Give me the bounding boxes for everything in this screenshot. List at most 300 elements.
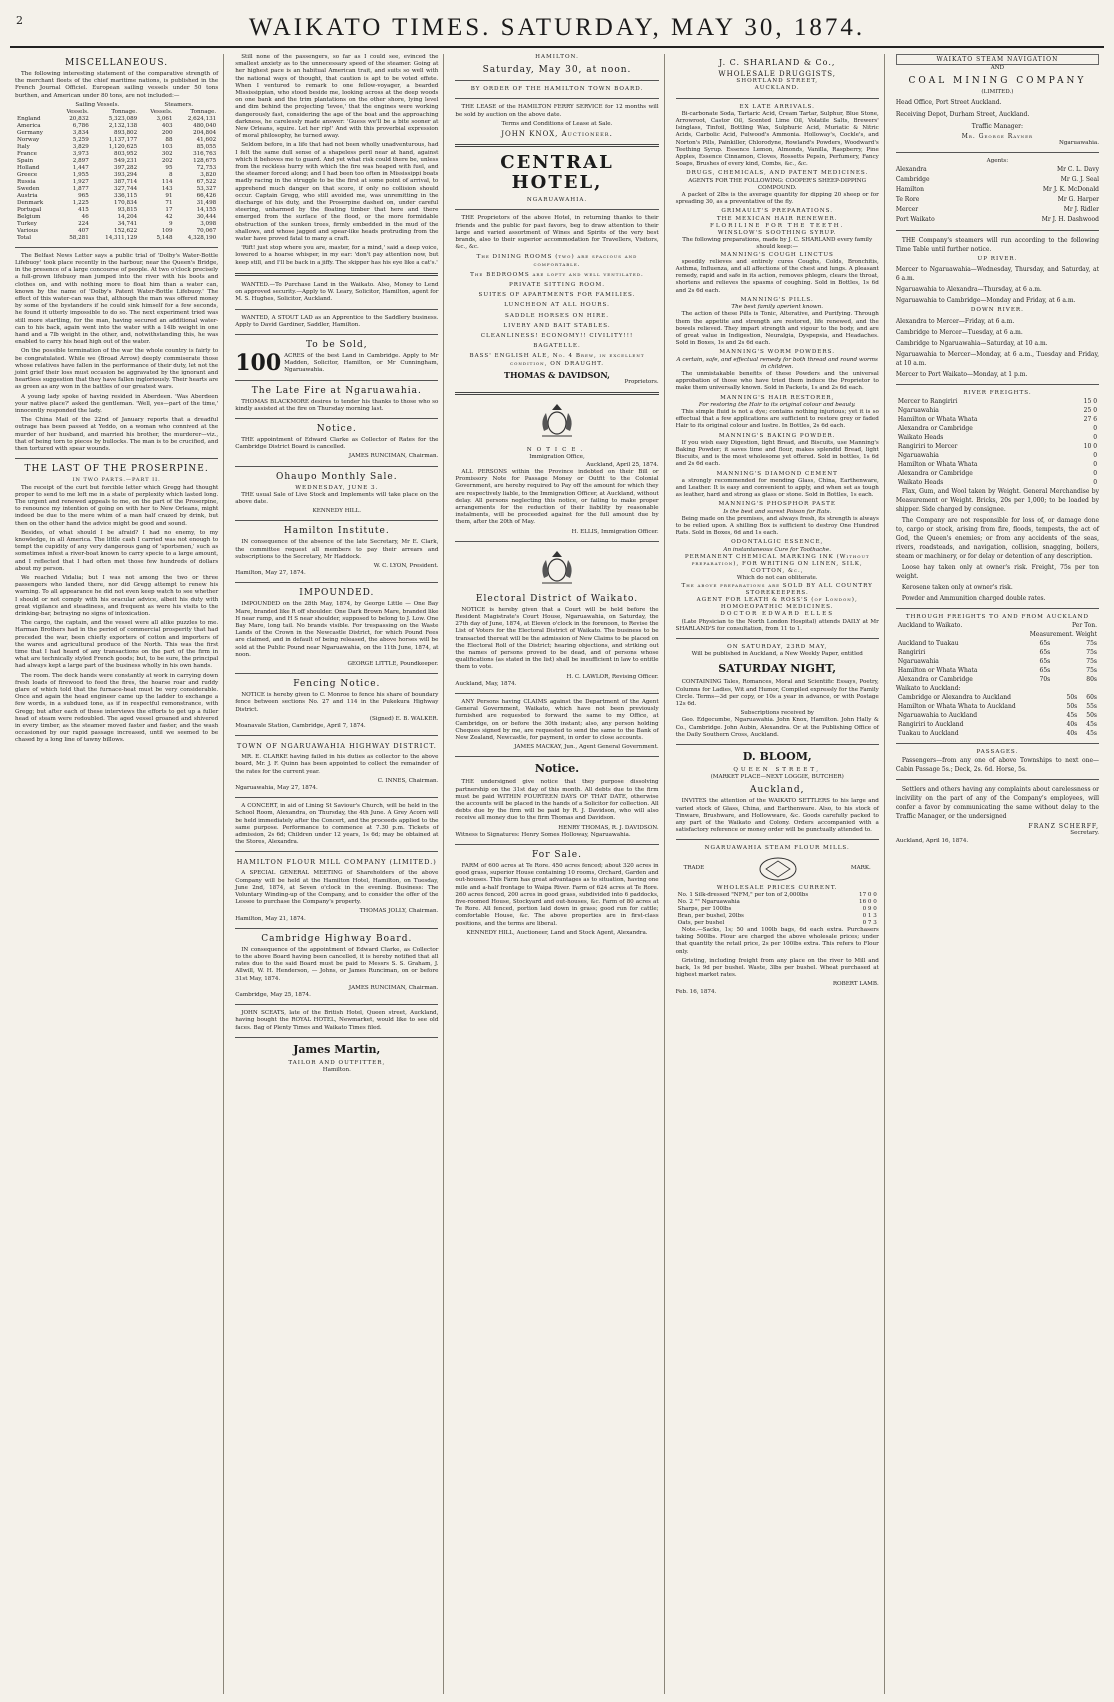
claims-signature: JAMES MACKAY, Jun., Agent General Government. xyxy=(514,744,659,751)
divider xyxy=(235,582,438,583)
mark-label: MARK. xyxy=(850,865,871,872)
table-body xyxy=(896,693,1099,738)
table-cell: America xyxy=(17,122,41,129)
table-cell: Germany xyxy=(17,129,43,136)
agent-town: Port Waikato xyxy=(895,216,935,224)
table-cell: Ngaruawahia xyxy=(897,658,939,666)
table-cell: 17 0 0 xyxy=(859,891,877,898)
table-row xyxy=(896,702,1099,711)
table-row xyxy=(15,207,218,214)
fencing-place: Moanavale Station, Cambridge, April 7, 1874. xyxy=(235,723,366,729)
institute-signature: W. C. LYON, President. xyxy=(373,562,439,569)
odontalgic-tagline: An instantaneous Cure for Toothache. xyxy=(723,546,831,553)
table-cell: 327,744 xyxy=(114,185,138,192)
table-cell: 66,426 xyxy=(196,192,217,199)
divider xyxy=(676,638,879,639)
table-header-cell xyxy=(15,102,55,109)
table-row xyxy=(896,666,1099,675)
divider xyxy=(896,230,1099,231)
auction-place: HAMILTON. xyxy=(535,54,579,60)
hair-heading: MANNING'S HAIR RESTORER, xyxy=(720,394,835,401)
table-cell: 53,327 xyxy=(196,185,217,192)
bloom-city: Auckland, xyxy=(749,785,805,796)
table-cell: 0 xyxy=(1093,424,1098,432)
table-cell: Bran, per bushel, 20lbs xyxy=(677,912,744,919)
table-cell: 3,829 xyxy=(72,143,89,150)
table-row xyxy=(896,675,1099,684)
down-river-list xyxy=(896,317,1099,379)
prepared-intro: The following preparations, made by J. C. SHARLAND every family should keep:— xyxy=(682,237,873,251)
grist-signature: ROBERT LAMB. xyxy=(832,981,879,988)
secretary-date: Auckland, April 16, 1874. xyxy=(895,837,969,844)
table-cell: 202 xyxy=(161,157,173,164)
article-paragraph: A young lady spoke of having resided in Aberdeen. 'Was Aberdeen your native place?' asked the gentleman. 'Well, yes—part of the time,' innocently responded the lady. xyxy=(15,393,219,415)
auctioneer: JOHN KNOX, Auctioneer. xyxy=(501,130,613,139)
table-cell: 3,098 xyxy=(200,220,217,227)
table-cell: 415 xyxy=(78,206,89,213)
table-cell: 9 xyxy=(168,220,173,227)
table-row xyxy=(896,693,1099,702)
immigration-date: Auckland, April 25, 1874. xyxy=(586,461,659,468)
hotel-feature: SUITES OF APARTMENTS FOR FAMILIES. xyxy=(478,292,636,299)
table-row xyxy=(896,406,1099,415)
town-signature: C. INNES, Chairman. xyxy=(377,777,439,784)
divider xyxy=(676,744,879,745)
table-row xyxy=(676,920,879,927)
immigration-body: ALL PERSONS within the Province indebted on their Bill or Promissory Note for Passage Money or Outfit to the Colonial Government, are hereby required to Pay off the amount for which they are respectively liable, to the Immigration Officer, at Auckland, without delay. All persons neglecting this notice, or failing to make proper arrangements for the reduction of their liability by reasonable instalments, will be proceeded against for the full amount due by them, after the 20th of May. xyxy=(455,468,659,526)
agent-name: Mr C. L. Davy xyxy=(1056,166,1100,174)
table-cell: Alexandra or Cambridge xyxy=(897,676,973,684)
table-cell: 75s xyxy=(1086,667,1098,675)
agents-list xyxy=(896,165,1099,225)
table-cell: 10 0 xyxy=(1083,442,1098,450)
table-cell: 200 xyxy=(161,129,173,136)
table-header-cell: Vessels. xyxy=(66,108,89,115)
table-cell: 91 xyxy=(165,192,173,199)
agent-town: Hamilton xyxy=(895,186,925,194)
table-cell: 31,498 xyxy=(196,199,217,206)
table-cell: Total xyxy=(17,234,32,241)
agent-row xyxy=(896,175,1099,185)
divider xyxy=(235,1004,438,1005)
story-paragraph: Still none of the passengers, so far as I could see, evinced the smallest anxiety as to the unnecessary speed of the steamer. Going at her highest pace is an habitual American trait, and suits so well with the national ways of thought, that caution is apt to be voted effete. When I ventured to remark to one fellow-voyager, a bearded Mississippian, who stood beside me, looking across at the deep woods on one bank and the trim plantations on the other shore, lying level and dim behind the projecting 'levee,' that the engines were working dangerously fast, considering the age of the boat and the approaching darkness, he carelessly made answer: 'Guess we'll be a bite sooner at New Orleans, squire. Let her rip!' And with this proverbial expression of moral philosophy, he turned away. xyxy=(235,54,439,140)
pills-heading: MANNING'S PILLS. xyxy=(740,296,814,303)
electoral-signature: H. C. LAWLOR, Revising Officer. xyxy=(566,673,659,680)
timetable-line: Mercer to Port Waikato—Monday, at 1 p.m. xyxy=(895,370,1028,378)
traffic-manager-place: Ngaruawahia. xyxy=(1058,139,1100,146)
table-row xyxy=(896,469,1099,478)
doctor-body: (Late Physician to the North London Hospital) attends DAILY at Mr SHARLAND'S for consultation, from 11 to 1. xyxy=(675,618,879,632)
saturday-night-date: ON SATURDAY, 23RD MAY, xyxy=(727,644,828,651)
table-cell: Turkey xyxy=(17,220,37,227)
table-cell: 3,820 xyxy=(200,171,217,178)
table-subheader-row xyxy=(15,109,218,116)
notice-body: THE appointment of Edward Clarke as Collector of Rates for the Cambridge District Board is cancelled. xyxy=(235,436,439,451)
arrivals-body: Bi-carbonate Soda, Tartaric Acid, Cream Tartar, Sulphur, Blue Stone, Arrowroot, Castor Oil, Scented Lime Oil, Volatile Salts, Brewers' Isinglass, Tinfoil, Bottling Wax, Sulphuric Acid, Muriatic & Nitric Acids, Carbolic Acid, Fulwood's Ammonia. Holloway's, Cockle's, and Norton's Pills, Painkiller, Chlorodyne, Rowland's Powders, Woodward's Teething Syrup. Essence Lemon, Almonds, Vanilla, Raspberry, Pine Apples, Essence Cinnamon, Cloves, Rossetts Pepsin, Perfumery, Fancy Soaps, Brushes of every kind, Combs, &c., &c. xyxy=(675,110,879,168)
table-cell: No. 2 "" Ngaruawahia xyxy=(677,898,740,905)
table-cell: 46 xyxy=(81,213,89,220)
page-title: WAIKATO TIMES. SATURDAY, MAY 30, 1874. xyxy=(248,14,866,41)
hotel-feature: PRIVATE SITTING ROOM. xyxy=(508,282,606,289)
table-cell: 50s xyxy=(1066,694,1078,702)
dissolution-heading: Notice. xyxy=(534,762,580,776)
firm-subtitle: WHOLESALE DRUGGISTS, xyxy=(718,70,837,78)
freights-table xyxy=(896,397,1099,487)
table-cell: 75s xyxy=(1086,640,1098,648)
table-cell: 50s xyxy=(1066,703,1078,711)
notice-heading: Notice. xyxy=(316,423,357,434)
table-cell: Denmark xyxy=(17,199,44,206)
table-cell: 1,955 xyxy=(72,171,89,178)
table-total-row xyxy=(15,235,218,242)
column-1 xyxy=(10,54,224,1694)
trade-mark-icon xyxy=(758,856,798,882)
divider xyxy=(896,152,1099,153)
table-row xyxy=(15,228,218,235)
dissolution-witness: Witness to Signatures: Henry Somes Holloway, Ngaruawahia. xyxy=(455,831,631,838)
timetable-line: Mercer to Ngaruawahia—Wednesday, Thursday, and Saturday, at 6 a.m. xyxy=(895,266,1100,283)
table-cell: 1,137,177 xyxy=(108,136,138,143)
cough-heading: MANNING'S COUGH LINCTUS xyxy=(720,251,834,258)
hotel-feature: BASS' ENGLISH ALE, No. 4 Brew, in excellent condition, ON DRAUGHT. xyxy=(469,353,645,367)
column-3 xyxy=(450,54,664,1694)
table-cell: 1,225 xyxy=(72,199,89,206)
table-row xyxy=(896,648,1099,657)
table-cell: 2,624,131 xyxy=(187,115,217,122)
phosphor-body: Being made on the premises, and always fresh, its strength is always to be relied upon. A shilling Box is sufficient to destroy One Hundred Rats. Sold in Boxes, 6d and 1s each. xyxy=(675,515,879,537)
hotel-feature: LIVERY AND BAIT STABLES. xyxy=(503,322,611,329)
table-cell: 403 xyxy=(161,122,173,129)
table-header-cell: Tonnage. xyxy=(190,108,217,115)
institute-body: IN consequence of the absence of the late Secretary, Mr E. Clark, the committee request all members to pay their arrears and subscriptions to the Secretary, Mr Haddock. xyxy=(235,539,439,560)
table-row xyxy=(896,657,1099,666)
diamond-heading: MANNING'S DIAMOND CEMENT xyxy=(716,470,838,477)
sold-all: The above preparations are SOLD BY ALL COUNTRY STOREKEEPERS. xyxy=(681,582,873,596)
table-cell: Italy xyxy=(17,143,30,150)
table-cell: Alexandra or Cambridge xyxy=(897,424,973,432)
firm-city: AUCKLAND. xyxy=(754,85,800,92)
table-cell: 549,231 xyxy=(114,157,138,164)
table-cell: 16 0 0 xyxy=(859,898,877,905)
secretary-title: Secretary. xyxy=(1070,830,1100,837)
prices-heading: WHOLESALE PRICES CURRENT. xyxy=(716,884,838,891)
fire-body: THOMAS BLACKMORE desires to tender his thanks to those who so kindly assisted at the fire on Thursday morning last. xyxy=(235,398,439,412)
divider xyxy=(235,1037,438,1038)
table-cell: 336,115 xyxy=(114,192,138,199)
table-cell: 965 xyxy=(78,192,89,199)
freight-note: Flax, Gum, and Wool taken by Weight. General Merchandise by Measurement or Weight. Bricks, 20s per 1,000; to be loaded by shipper. Side charged by consignee. xyxy=(895,487,1100,513)
table-body xyxy=(896,397,1099,487)
firm-address: SHORTLAND STREET, xyxy=(736,78,819,85)
table-cell: 5,323,089 xyxy=(108,115,138,122)
story-paragraph: We reached Vidalia; but I was not among the two or three passengers who landed there, nor did Gregg attempt to renew his warning. To all appearance he did not even keep watch to see whether I should or not comply with his oracular advice, albeit his duty with great vigilance and steadiness, and frequent as were his visits to the drinking-bar, betraying no signs of intoxication. xyxy=(15,574,219,617)
divider xyxy=(455,693,658,694)
table-row xyxy=(676,899,879,906)
table-cell: Rangiriri xyxy=(897,649,926,657)
baking-body: If you wish easy Digestion, light Bread, and Biscuits, use Manning's Baking Powder; it saves time and flour, makes splendid Bread, light Biscuits, and is the most wholesome yet offered. Sold in bottles, 1s 6d and 2s 6d each. xyxy=(675,439,879,468)
saturday-night-title: SATURDAY NIGHT, xyxy=(718,662,837,676)
article-paragraph: On the possible termination of the war the whole country is fairly to be congratulated. While we (Broad Arrow) deeply commiserate those whose relatives have fallen in the performance of their duty, let not the joint grief their loss must occasion be aggravated by the ignorant and heartless suggestion that they have fallen ingloriously. Their hearts are as green as any won in the battles of our greatest wars. xyxy=(15,348,219,391)
table-cell: 71 xyxy=(165,199,173,206)
column-2 xyxy=(230,54,444,1694)
table-row xyxy=(896,478,1099,487)
page-number: 2 xyxy=(16,14,23,27)
table-cell: Holland xyxy=(17,164,40,171)
timetable-intro: THE Company's steamers will run according to the following Time Table until further notice. xyxy=(895,237,1100,254)
sale-heading: Ohaupo Monthly Sale. xyxy=(275,471,398,482)
table-cell: 14,311,129 xyxy=(105,234,138,241)
table-cell: 88 xyxy=(165,136,173,143)
article-paragraph: The Belfast News Letter says a public trial of 'Dolby's Water-Bottle Lifebuoy' took place recently in the harbour, near the Queen's Bridge, in the presence of a large concourse of people. At two o'clock precisely a full-grown lifebuoy man jumped into the river with his boots and clothes on, and with nothing more to float him than a water can, known by the name of 'Dolby's Patent Water-Bottle Lifebuoy.' The effect of this water-can was that, although the man was offered money by some of the bystanders if he could sink himself for a few seconds, he found it utterly impossible to do so. The next experiment tried was still more startling, for the man, having secured an additional water-can to his back, again went into the water with a 14lb weight in one hand and a 7lb weight in the other, and, notwithstanding this, he was enabled to carry his head high out of the water. xyxy=(15,252,219,346)
town-heading: TOWN OF NGARUAWAHIA HIGHWAY DISTRICT. xyxy=(236,742,437,751)
highway-signature: JAMES RUNCIMAN, Chairman. xyxy=(348,984,439,991)
up-river-list xyxy=(896,265,1099,305)
divider xyxy=(15,247,218,248)
misc-intro: The following interesting statement of the comparative strength of the merchant fleets of the chief maritime nations, is published in the French Journal Officiel. European sailing vessels under 50 tons burthen, and American under 80 tons, are not included:— xyxy=(15,71,219,99)
table-cell: 65s xyxy=(1039,640,1051,648)
winslow: WINSLOW'S SOOTHING SYRUP. xyxy=(717,230,837,237)
divider xyxy=(896,608,1099,609)
table-cell: Ngaruawahia xyxy=(897,451,939,459)
table-header-cell: Per Ton. xyxy=(1072,622,1098,630)
divider xyxy=(455,209,658,210)
martin-subheading: TAILOR AND OUTFITTER, xyxy=(288,1059,386,1066)
ink-heading: PERMANENT CHEMICAL MARKING INK (Without preparation), FOR WRITING ON LINEN, SILK, COTTON, &c., xyxy=(684,553,870,575)
drugs-heading: DRUGS, CHEMICALS, AND PATENT MEDICINES. xyxy=(686,170,869,177)
diamond-body: a strongly recommended for mending Glass, China, Earthenware, and Leather. It is easy and convenient to apply, and when set as tough as leather, hard and strong as glass or stone. Sold in Bottles, 1s each. xyxy=(675,477,879,499)
agent-town: Alexandra xyxy=(895,166,927,174)
divider xyxy=(676,98,879,99)
agent-name: Mr J. H. Dashwood xyxy=(1041,216,1100,224)
table-cell: Austria xyxy=(17,192,38,199)
divider xyxy=(455,98,658,99)
table-cell: 3,973 xyxy=(72,150,89,157)
story-paragraph: The room. The deck hands were constantly at work in carrying down fresh loads of firewood to feed the fires, the hoarse roar and ruddy glare of which told that the furnace-heat must be very considerable. Once and again the head engineer came up the ladder to exchange a few words, in a subdued tone, as if in respectful remonstrance, with Gregg; but after each of these interviews the efforts to get up a fuller head of steam were redoubled. The aged vessel groaned and shivered in every timber, as the steamer moved faster and faster, and the wash occasioned by our rapid passage increased, until we seemed to be chased by a long line of tawny billows. xyxy=(15,672,219,744)
table-cell: 387,714 xyxy=(114,178,138,185)
timetable-line: Ngaruawahia to Alexandra—Thursday, at 6 a.m. xyxy=(895,286,1042,294)
traffic-manager-label: Traffic Manager: xyxy=(971,122,1024,130)
passages-body: Passengers—from any one of above Townships to next one—Cabin Passage 5s.; Deck, 2s. 6d. Horse, 5s. xyxy=(895,757,1100,774)
table-cell: 5,148 xyxy=(156,234,173,241)
table-cell: Oats, per bushel xyxy=(677,919,725,926)
table-cell: 397,282 xyxy=(114,164,138,171)
immigration-notice-label: NOTICE. xyxy=(526,447,588,454)
dissolution-body: THE undersigned give notice that they purpose dissolving partnership on the 31st day of this month. All debts due to the firm must be paid WITHIN FOURTEEN DAYS OF THAT DATE, otherwise the accounts will be placed in the hands of a Solicitor for collection. All debts due by the firm will be paid by R. J. Davidson, who will also receive all money due to the firm Thomas and Davidson. xyxy=(455,779,659,822)
notice-signature: JAMES RUNCIMAN, Chairman. xyxy=(348,453,439,460)
table-cell: 0 xyxy=(1093,478,1098,486)
bloom-place: (MARKET PLACE—NEXT LOGGIE, BUTCHER) xyxy=(710,774,844,781)
table-cell: 42 xyxy=(165,213,173,220)
through-heading: THROUGH FREIGHTS TO AND FROM AUCKLAND xyxy=(905,613,1089,620)
ad-wanted-lad: WANTED, A STOUT LAD as an Apprentice to the Saddlery business. Apply to David Gardiner, Saddler, Hamilton. xyxy=(235,314,439,328)
table-cell: 4,328,190 xyxy=(187,234,217,241)
table-row xyxy=(896,639,1099,648)
sale-signature: KENNEDY HILL. xyxy=(312,508,361,515)
hotel-feature: The DINING ROOMS (two) are spacious and comfortable. xyxy=(476,254,638,268)
table-cell: Spain xyxy=(17,157,34,164)
table-cell: Cambridge or Alexandra to Auckland xyxy=(897,694,1011,702)
royal-crest-icon xyxy=(534,548,580,588)
table-body xyxy=(896,639,1099,684)
hotel-place: NGARUAWAHIA. xyxy=(526,197,588,204)
table-cell: 65s xyxy=(1039,658,1051,666)
bloom-heading: D. BLOOM, xyxy=(742,750,812,764)
divider xyxy=(455,144,658,147)
table-cell: 0 xyxy=(1093,460,1098,468)
up-river-heading: UP RIVER. xyxy=(977,256,1018,263)
table-header-cell: Steamers. xyxy=(164,101,194,108)
table-row xyxy=(15,130,218,137)
table-row xyxy=(896,415,1099,424)
table-cell: 0 9 0 xyxy=(862,905,877,912)
table-cell: 70s xyxy=(1039,676,1051,684)
table-cell: Various xyxy=(17,227,39,234)
table-cell: 1,927 xyxy=(72,178,89,185)
agent-name: Mr J. K. McDonald xyxy=(1042,186,1100,194)
table-cell: 1,120,625 xyxy=(108,143,138,150)
table-cell: 128,675 xyxy=(193,157,217,164)
electoral-date: Auckland, May, 1874. xyxy=(455,680,517,687)
hotel-features xyxy=(455,254,658,367)
table-cell: 93,815 xyxy=(117,206,138,213)
powder: Powder and Ammunition charged double rates. xyxy=(901,594,1046,602)
town-body: MR. E. CLARKE having failed in his duties as collector to the above board, Mr. J. F. Quinn has been appointed to collect the remainder of the rates for the current year. xyxy=(235,754,439,775)
columns xyxy=(10,54,1104,1694)
divider xyxy=(676,839,879,840)
mills-heading: NGARUAWAHIA STEAM FLOUR MILLS. xyxy=(704,845,850,852)
through-table xyxy=(896,621,1099,684)
coal-heading: COAL MINING COMPANY xyxy=(908,76,1087,87)
table-row xyxy=(676,892,879,899)
table-row xyxy=(896,451,1099,460)
doctor: DOCTOR EDWARD ELLES xyxy=(720,611,835,618)
table-cell: 407 xyxy=(78,227,89,234)
table-cell: Ngaruawahia to Auckland xyxy=(897,712,978,720)
timetable-line: Ngaruawahia to Mercer—Monday, at 6 a.m., Tuesday and Friday, at 10 a.m. xyxy=(895,350,1100,367)
table-row xyxy=(896,433,1099,442)
table-row xyxy=(896,729,1099,738)
subscriptions-body: Geo. Edgecumbe, Ngaruawahia. John Knox, Hamilton. John Hally & Co., Cambridge. John Aubin, Alexandra. Or at the Publishing Office of the Daily Southern Cross, Auckland. xyxy=(675,717,879,738)
agent-for: AGENT FOR LEATH & ROSS'S (of London), HOMOEOPATHIC MEDICINES. xyxy=(696,597,858,611)
worm-heading: MANNING'S WORM POWDERS. xyxy=(719,349,836,356)
table-header-cell: Sailing Vessels. xyxy=(75,101,120,108)
table-cell: 1,877 xyxy=(72,185,89,192)
divider xyxy=(455,541,658,542)
table-cell: Norway xyxy=(17,136,40,143)
table-cell: 1,447 xyxy=(72,164,89,171)
table-cell: 3,834 xyxy=(72,129,89,136)
hotel-body: THE Proprietors of the above Hotel, in returning thanks to their friends and the public for past favors, beg to draw attention to their large and varied assortment of Wines and Spirits of the very best brands, also to their superior accommodation for Travellers, Visitors, &c., &c. xyxy=(455,215,659,251)
sale-date: WEDNESDAY, JUNE 3. xyxy=(295,484,379,491)
table-header-cell: Vessels. xyxy=(150,108,173,115)
table-cell: 40s xyxy=(1066,730,1078,738)
agent-row xyxy=(896,205,1099,215)
agent-town: Mercer xyxy=(895,206,919,214)
to-be-sold-body: ACRES of the best Land in Cambridge. Apply to Mr Madden, Solicitor, Hamilton, or Mr Cunningham, Ngaruawahia. xyxy=(284,352,439,374)
agent-name: Mr G. Harper xyxy=(1057,196,1100,204)
divider xyxy=(235,851,438,852)
hotel-feature: SADDLE HORSES ON HIRE. xyxy=(504,312,610,319)
hotel-feature: BAGATELLE. xyxy=(533,343,581,350)
highway-date: Cambridge, May 25, 1874. xyxy=(235,992,311,999)
table-cell: 0 1 3 xyxy=(862,912,877,919)
table-cell: 114 xyxy=(161,178,173,185)
table-cell: France xyxy=(17,150,37,157)
loose-hay: Loose hay taken only at owner's risk. Freight, 75s per ton weight. xyxy=(895,563,1100,580)
table-row xyxy=(896,442,1099,451)
table-cell: 65s xyxy=(1039,649,1051,657)
hotel-feature: CLEANLINESS! ECONOMY!! CIVILITY!!! xyxy=(480,333,634,340)
royal-crest-icon xyxy=(534,401,580,441)
phosphor-tagline: Is the best and surest Poison for Rats. xyxy=(723,508,832,515)
saturday-night-intro: Will be published in Auckland, a New Weekly Paper, entitled xyxy=(691,651,863,658)
table-cell: Hamilton or Whata Whata xyxy=(897,415,978,423)
for-sale-heading: For Sale. xyxy=(532,850,582,860)
agent-row xyxy=(896,185,1099,195)
table-cell: 55s xyxy=(1086,703,1098,711)
to-auckland-heading: Waikato to Auckland: xyxy=(895,685,961,693)
table-cell: 34,741 xyxy=(117,220,138,227)
agents-heading: Agents: xyxy=(986,158,1009,165)
table-cell: 109 xyxy=(161,227,173,234)
table-header-cell: Tonnage. xyxy=(111,108,138,115)
table-cell: 6,786 xyxy=(72,122,89,129)
timetable-line: Ngaruawahia to Cambridge—Monday and Friday, at 6 a.m. xyxy=(895,297,1076,305)
article-paragraph: The China Mail of the 22nd of January reports that a dreadful outrage has been passed at Yeddo, on a woman who connived at the murder of her husband, and married his brother, the murderer—viz., that of being torn to pieces by bullocks. The man is to be crucified, and then tortured with spear wounds. xyxy=(15,417,219,453)
electoral-heading: Electoral District of Waikato. xyxy=(475,593,639,604)
table-cell: 152,622 xyxy=(114,227,138,234)
for-sale-body: FARM of 600 acres at Te Rore. 450 acres fenced; about 320 acres in good grass, superior House containing 10 rooms, Orchard, Garden and out-houses. This Farm has great advantages as to situation, having one mile and a-half frontage to Waipa River. Farm of 624 acres at Te Rore. 260 acres fenced, 200 acres in good grass, subdivided into 6 paddocks, five-roomed House, Stockyard and out-houses, &c. Farm of 80 acres at Te Rore. All fenced, portion laid down in grass; good run for cattle; comfortable House, &c. The above properties are in first-class positions, and the terms are liberal. xyxy=(455,863,659,927)
concert-body: A CONCERT, in aid of Lining St Saviour's Church, will be held in the School Room, Alexandra, on Thursday, the 4th June. A Grey Acorn will be held immediately after the Concert, and the proceeds applied to the same purpose. Performance to commence at 7.30 p.m. Tickets of admission, 2s 6d; Children under 12 years, 1s 6d; may be obtained at the Stores, Alexandra. xyxy=(235,803,439,846)
subscriptions-heading: Subscriptions received by xyxy=(740,710,814,717)
hotel-owner: THOMAS & DAVIDSON, xyxy=(504,369,610,380)
table-cell: 803,952 xyxy=(114,150,138,157)
table-cell: Hamilton or Whata Whata xyxy=(897,460,978,468)
table-header-row xyxy=(896,621,1099,630)
auction-date: Saturday, May 30, at noon. xyxy=(482,65,632,76)
table-cell: 14,204 xyxy=(117,213,138,220)
merchant-fleet-table xyxy=(15,102,218,242)
table-header-cell: Measurement. Weight xyxy=(1029,631,1098,639)
impounded-heading: IMPOUNDED. xyxy=(299,588,375,599)
table-cell: Waikato Heads xyxy=(897,433,944,441)
town-date: Ngaruawahia, May 27, 1874. xyxy=(235,785,318,792)
story-paragraph: Seldom before, in a life that had not been wholly unadventurous, had I felt the same dull sense of a shapeless peril near at hand, against which it behoves me to guard. And yet what risk could there be, unless from the reckless hurry with which the fire was heaped with fuel, and the steamer forced along; and I had been too often in Mississippi boats madly racing in the struggle to be the first at some point of arrival, to apprehend much danger on that score, if only no collision should occur. Captain Gregg, who still avoided me, was unremitting in the discharge of his duty, and the Proserpine dashed on, under careful steering, unharmed by the floating timber that here and there emerged from the surface of the flood, or the more formidable obstruction of the sunken trees, firmly embedded in the mud of the shallows, and whose jagged and spear-like heads protruding from the water have proved fatal to many a craft. xyxy=(235,142,439,243)
table-row xyxy=(15,186,218,193)
table-cell: 0 7 3 xyxy=(862,919,877,926)
freights-heading: RIVER FREIGHTS. xyxy=(963,389,1032,396)
for-sale-signature: KENNEDY HILL, Auctioneer, Land and Stock Agent, Alexandra. xyxy=(466,929,648,936)
table-cell: 2,132,138 xyxy=(108,122,138,129)
table-cell: Greece xyxy=(17,171,38,178)
saturday-night-body: CONTAINING Tales, Romances, Moral and Scientific Essays, Poetry, Columns for Ladies, Wit and Humor, Compiled expressly for the Family Circle. Terms—3d per copy, or 10s a year in advance, or with Postage 12s 6d. xyxy=(675,679,879,708)
grist-body: Gristing, including freight from any place on the river to Mill and back, 1s 9d per bushel. Waste, 3lbs per bushel. Wheat purchased at highest market rates. xyxy=(675,957,879,979)
table-cell: 85,055 xyxy=(196,143,217,150)
sceats-body: JOHN SCEATS, late of the British Hotel, Queen street, Auckland, having bought the ROYAL HOTEL, Newmarket, would like to see old faces. Bag of Plenty Times and Waikato Times filed. xyxy=(235,1010,439,1031)
through-back-table xyxy=(896,693,1099,738)
misc-heading: MISCELLANEOUS. xyxy=(65,58,169,68)
divider xyxy=(235,273,438,276)
table-header-row xyxy=(896,630,1099,639)
table-row xyxy=(15,165,218,172)
table-row xyxy=(676,913,879,920)
story-paragraph: The cargo, the captain, and the vessel were all alike puzzles to me. Harman Brothers had in the period of commercial prosperity that had preceded the war, been chiefly exporters of cotton and importers of the wares and agricultural produce of the North. This was the first time that I had heard of any transactions on the part of the firm in what are technically styled French goods; but, to be sure, the principal had always kept a large part of the business wholly in his own hands. xyxy=(15,620,219,670)
agent-name: Mr J. Ridler xyxy=(1063,206,1100,214)
table-row xyxy=(896,711,1099,720)
table-cell: 20,832 xyxy=(69,115,89,122)
worm-tagline: A certain, safe, and effectual remedy for both thread and round worms in children. xyxy=(676,356,878,370)
flour-signature: THOMAS JOLLY, Chairman. xyxy=(359,908,439,915)
